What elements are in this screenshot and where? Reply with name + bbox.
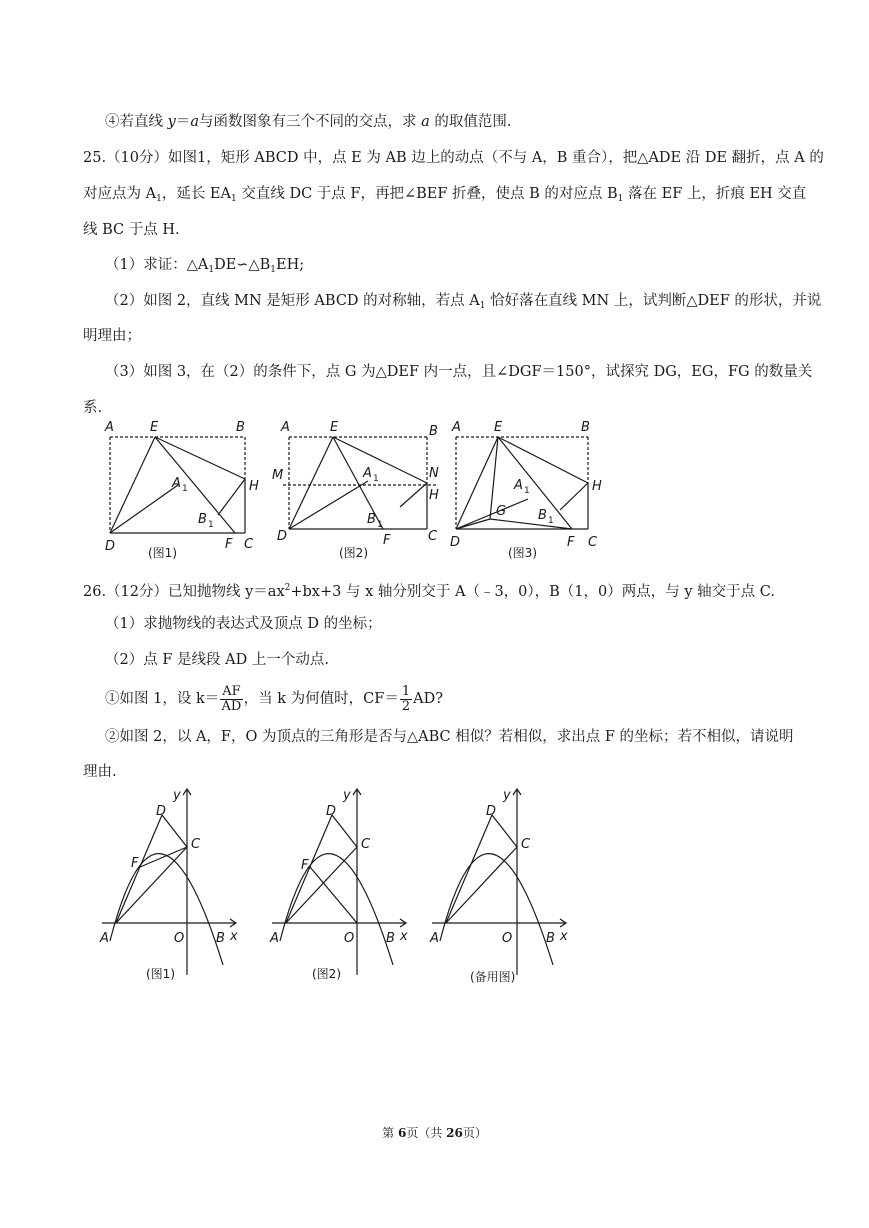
label-F: F bbox=[301, 858, 309, 873]
q24-item4: ④若直线 y＝a与函数图象有三个不同的交点，求 a 的取值范围. bbox=[105, 114, 512, 130]
label-x: x bbox=[400, 929, 408, 944]
label-x: x bbox=[560, 929, 568, 944]
label-A1: A bbox=[363, 466, 372, 481]
label-O: O bbox=[502, 931, 513, 946]
label-x: x bbox=[230, 929, 238, 944]
label-A1: A bbox=[172, 476, 181, 491]
label-A1: A bbox=[514, 478, 523, 493]
fraction-af-ad: $\frac{AF}{AD}$ bbox=[221, 683, 242, 714]
label-C: C bbox=[191, 837, 201, 852]
label-B1: B bbox=[198, 512, 207, 527]
label-C: C bbox=[521, 837, 531, 852]
q25-figure-2 bbox=[272, 415, 450, 560]
label-B: B bbox=[546, 931, 555, 946]
label-A: A bbox=[105, 420, 114, 435]
q25-line2: 对应点为 $A_1$，延长 $EA_1$ 交直线 DC 于点 F，再把∠BEF 折叠，使点 B 的对应点 $B_1$ 落在 EF 上，折痕 EH 交直 bbox=[83, 186, 807, 204]
caption-fig2: (图2) bbox=[312, 967, 341, 981]
label-D: D bbox=[486, 804, 497, 819]
label-A1-sub: 1 bbox=[524, 486, 530, 496]
q25-line3: 线 BC 于点 H. bbox=[83, 222, 180, 238]
label-C: C bbox=[361, 837, 371, 852]
q26-figure-2 bbox=[268, 785, 428, 990]
q26-line1: 26.（12分）已知抛物线 $y=ax^2+bx+3$ 与 x 轴分别交于 A（﹣3，0），B（1，0）两点，与 y 轴交于点 C. bbox=[83, 583, 775, 600]
label-E: E bbox=[150, 420, 159, 435]
caption-fig2: (图2) bbox=[339, 546, 368, 560]
q25-part3: （3）如图 3，在（2）的条件下，点 G 为△DEF 内一点，且∠DGF＝150°，试探究 DG，EG，FG 的数量关 bbox=[105, 364, 813, 380]
q25-line1: 25.（10分）如图1，矩形 ABCD 中，点 E 为 AB 边上的动点（不与 A，B 重合），把△ADE 沿 DE 翻折，点 A 的 bbox=[83, 150, 824, 166]
label-F: F bbox=[131, 856, 139, 871]
label-D: D bbox=[105, 539, 116, 554]
label-H: H bbox=[592, 479, 602, 494]
label-C: C bbox=[588, 535, 598, 550]
label-B: B bbox=[386, 931, 395, 946]
label-B1: B bbox=[538, 508, 547, 523]
caption-fig3: (图3) bbox=[508, 546, 537, 560]
label-D: D bbox=[277, 529, 288, 544]
label-F: F bbox=[567, 535, 575, 550]
q26-sub2: ②如图 2，以 A，F，O 为顶点的三角形是否与△ABC 相似？若相似，求出点 F 的坐标；若不相似，请说明 bbox=[105, 729, 794, 745]
label-B1-sub: 1 bbox=[377, 520, 383, 530]
label-B: B bbox=[581, 420, 590, 435]
q25-part3-cont: 系. bbox=[83, 400, 103, 416]
label-A: A bbox=[430, 931, 439, 946]
label-y: y bbox=[343, 788, 351, 803]
q26-sub2-cont: 理由. bbox=[83, 764, 117, 780]
page-number: 6 bbox=[397, 1126, 407, 1140]
q26-figure-1 bbox=[98, 785, 258, 990]
label-A: A bbox=[452, 420, 461, 435]
label-y: y bbox=[173, 788, 181, 803]
label-C: C bbox=[244, 537, 254, 552]
page-total: 26 bbox=[446, 1126, 463, 1140]
label-B1: B bbox=[367, 512, 376, 527]
q26-part2: （2）点 F 是线段 AD 上一个动点. bbox=[105, 652, 329, 668]
label-B1-sub: 1 bbox=[548, 516, 554, 526]
q25-part2: （2）如图 2，直线 MN 是矩形 ABCD 的对称轴，若点 $A_1$ 恰好落在直线 MN 上，试判断△DEF 的形状，并说 bbox=[105, 293, 822, 311]
label-E: E bbox=[494, 420, 503, 435]
label-A1-sub: 1 bbox=[373, 474, 379, 484]
q25-part1: （1）求证：$\triangle A_1DE∽\triangle B_1EH$; bbox=[105, 257, 305, 275]
label-M: M bbox=[272, 468, 284, 483]
label-D: D bbox=[450, 535, 461, 550]
label-A: A bbox=[270, 931, 279, 946]
q25-part2-cont: 明理由； bbox=[83, 328, 141, 344]
label-C: C bbox=[428, 529, 438, 544]
page-footer: 第 6页（共 26页） bbox=[382, 1126, 487, 1140]
label-O: O bbox=[344, 931, 355, 946]
label-E: E bbox=[330, 420, 339, 435]
label-H: H bbox=[249, 479, 259, 494]
label-N: N bbox=[429, 466, 439, 481]
label-D: D bbox=[326, 804, 337, 819]
label-D: D bbox=[156, 804, 167, 819]
label-F: F bbox=[225, 537, 233, 552]
label-B: B bbox=[429, 424, 438, 439]
q26-part1: （1）求抛物线的表达式及顶点 D 的坐标； bbox=[105, 616, 382, 632]
label-F: F bbox=[383, 533, 391, 548]
q26-sub1: ①如图 1，设 k＝ $\frac{AF}{AD}$ ，当 k 为何值时，CF＝ $\frac{1}{2}$ AD? bbox=[105, 683, 443, 714]
label-B: B bbox=[236, 420, 245, 435]
caption-fig3: (备用图) bbox=[470, 970, 516, 984]
label-A1-sub: 1 bbox=[182, 484, 188, 494]
label-y: y bbox=[503, 788, 511, 803]
q25-figure-1 bbox=[100, 415, 270, 560]
caption-fig1: (图1) bbox=[148, 546, 177, 560]
label-A: A bbox=[100, 931, 109, 946]
label-G: G bbox=[496, 504, 507, 519]
label-B: B bbox=[216, 931, 225, 946]
label-H: H bbox=[429, 488, 439, 503]
label-A: A bbox=[281, 420, 290, 435]
q25-figure-3 bbox=[450, 415, 620, 560]
label-B1-sub: 1 bbox=[208, 520, 214, 530]
label-O: O bbox=[174, 931, 185, 946]
q26-figure-3 bbox=[428, 785, 588, 990]
fraction-one-half: $\frac{1}{2}$ bbox=[401, 683, 411, 714]
caption-fig1: (图1) bbox=[146, 967, 175, 981]
